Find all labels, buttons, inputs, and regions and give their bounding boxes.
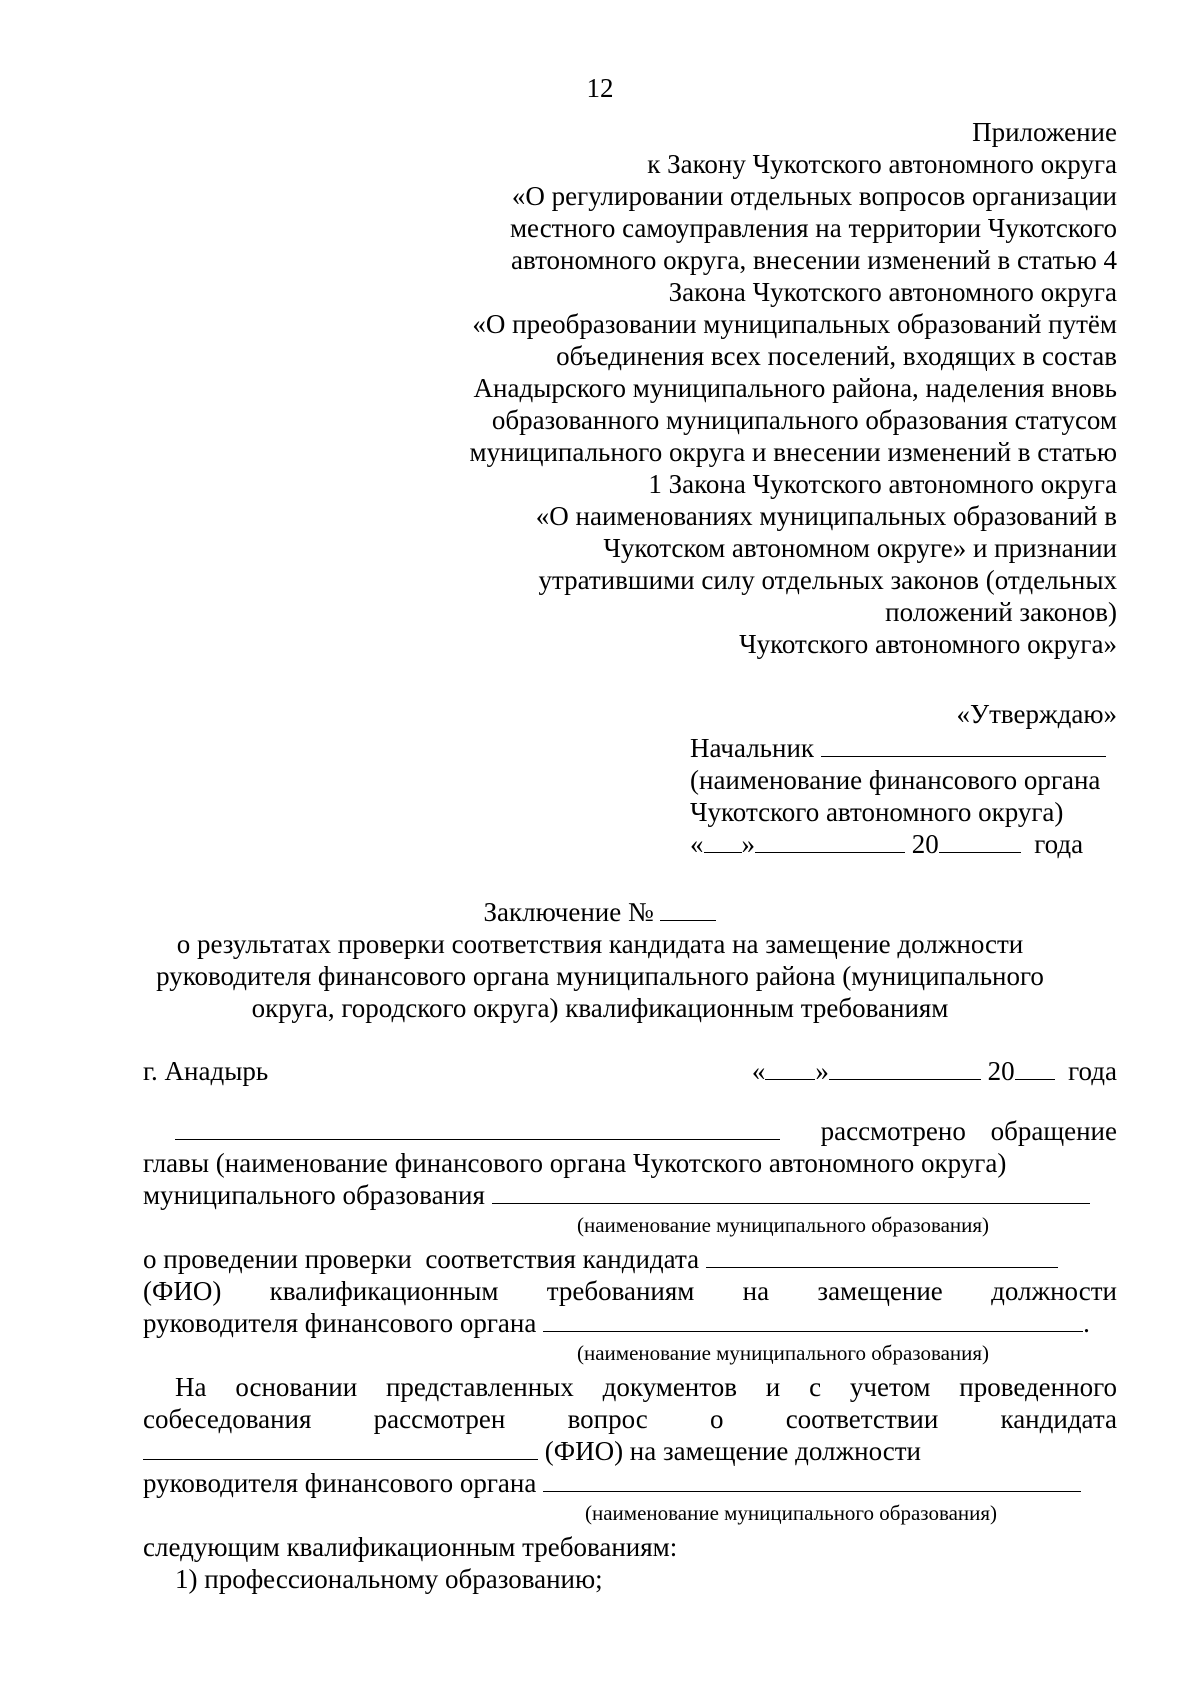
p2-line2 [143,1403,1117,1435]
requirement-item-1: 1) профессиональному образованию; [175,1564,603,1594]
appendix-line: Закона Чукотского автономного округа [668,277,1117,307]
candidate-field [706,1245,1058,1268]
year-prefix: 20 [987,1056,1015,1086]
word: основании [235,1372,358,1402]
quote-open: « [751,1056,766,1086]
appendix-line: Анадырского муниципального района, наделения вновь [473,373,1117,403]
appendix-line: объединения всех поселений, входящих в состав [556,341,1117,371]
conclusion-number-field [660,898,716,921]
appendix-line: к Закону Чукотского автономного округа [647,149,1117,179]
appendix-line: положений законов) [885,597,1117,627]
word: учетом [849,1372,931,1402]
chief-name-field [821,734,1106,757]
p1-line4 [143,1243,1058,1275]
month-field [829,1057,981,1080]
page-number: 12 [586,73,614,103]
appendix-line: автономного округа, внесении изменений в статью 4 [511,245,1117,275]
year-field [1015,1057,1055,1080]
appendix-line: Чукотском автономном округе» и признании [603,533,1117,563]
reviewer-line [175,1115,780,1147]
word: документов [602,1372,737,1402]
word: должности [991,1276,1117,1306]
word: требованиям [546,1276,695,1306]
word: собеседования [143,1404,312,1434]
year-prefix: 20 [911,829,939,859]
appendix-line: «О преобразовании муниципальных образований путём [472,309,1117,339]
word: (ФИО) [143,1276,222,1306]
appendix-line: «О наименованиях муниципальных образований в [535,501,1117,531]
year-word: года [1034,829,1084,859]
word: и [765,1372,781,1402]
year-word: года [1068,1056,1117,1086]
chief-label: Начальник [690,733,815,763]
conclusion-subtitle-1: о результатах проверки соответствия кандидата на замещение должности [176,929,1024,959]
month-field [755,830,905,853]
word: о [709,1404,724,1434]
word: рассмотрен [373,1404,506,1434]
day-field [704,830,742,853]
appendix-line: утратившими силу отдельных законов (отдельных [538,565,1117,595]
appendix-line: местного самоуправления на территории Чукотского [509,213,1117,243]
mo-name-field [492,1181,1090,1204]
chief-line [690,732,1106,764]
word: замещение [817,1276,943,1306]
p1-line3 [143,1179,1090,1211]
conclusion-subtitle-3: округа, городского округа) квалификационным требованиям [251,993,949,1023]
quote-close: » [815,1056,829,1086]
fin-org-mo-field [543,1309,1083,1332]
fin-org-label: руководителя финансового органа [143,1308,537,1338]
hint-mo: (наименование муниципального образования) [577,1213,990,1237]
reviewer-field [175,1117,780,1140]
city: г. Анадырь [143,1056,269,1086]
hint-mo: (наименование муниципального образования) [577,1341,990,1365]
word: проведенного [959,1372,1117,1402]
year-field [939,830,1021,853]
candidate-fio-field [143,1437,538,1460]
word: на [742,1276,770,1306]
quote-open: « [690,829,704,859]
word: вопрос [567,1404,648,1434]
appendix-line: Чукотского автономного округа» [739,629,1117,659]
appendix-line: Приложение [972,117,1117,147]
word: кандидата [1000,1404,1117,1434]
word: соответствии [785,1404,939,1434]
p2-line1 [175,1371,1117,1403]
day-field [765,1057,815,1080]
conclusion-title: Заключение № [483,897,654,927]
p1-word: рассмотрено [820,1116,966,1146]
appendix-line: муниципального округа и внесении изменений в статью [469,437,1117,467]
fin-org-mo-field [543,1469,1081,1492]
approve-label: «Утверждаю» [956,699,1117,729]
fin-org-label: руководителя финансового органа [143,1468,537,1498]
appendix-line: 1 Закона Чукотского автономного округа [648,469,1117,499]
word: На [175,1372,207,1402]
check-label: о проведении проверки соответствия кандидата [143,1244,700,1274]
hint-mo: (наименование муниципального образования) [585,1501,998,1525]
p2-line5: следующим квалификационным требованиям: [143,1532,678,1562]
word: с [809,1372,822,1402]
p1-line5 [143,1275,1117,1307]
approval-date-line [690,828,1083,860]
quote-close: » [741,829,755,859]
p2-line3 [143,1435,921,1467]
mo-label: муниципального образования [143,1180,485,1210]
p2-line4 [143,1467,1081,1499]
org-line-2: Чукотского автономного округа) [690,797,1064,827]
appendix-line: образованного муниципального образования статусом [491,405,1117,435]
appendix-line: «О регулировании отдельных вопросов организации [511,181,1117,211]
p1-line6 [143,1307,1090,1339]
period: . [1083,1308,1090,1338]
conclusion-subtitle-2: руководителя финансового органа муниципального района (муниципального [156,961,1044,991]
p1-word: обращение [990,1116,1117,1146]
p1-line2: главы (наименование финансового органа Чукотского автономного округа) [143,1148,1007,1178]
org-line-1: (наименование финансового органа [690,765,1101,795]
conclusion-title-line [0,896,1200,928]
word: представленных [385,1372,574,1402]
p1-line1-tail [821,1115,1117,1147]
place-date-line [752,1055,1117,1087]
word: квалификационным [269,1276,499,1306]
fio-label: (ФИО) на замещение должности [544,1436,921,1466]
